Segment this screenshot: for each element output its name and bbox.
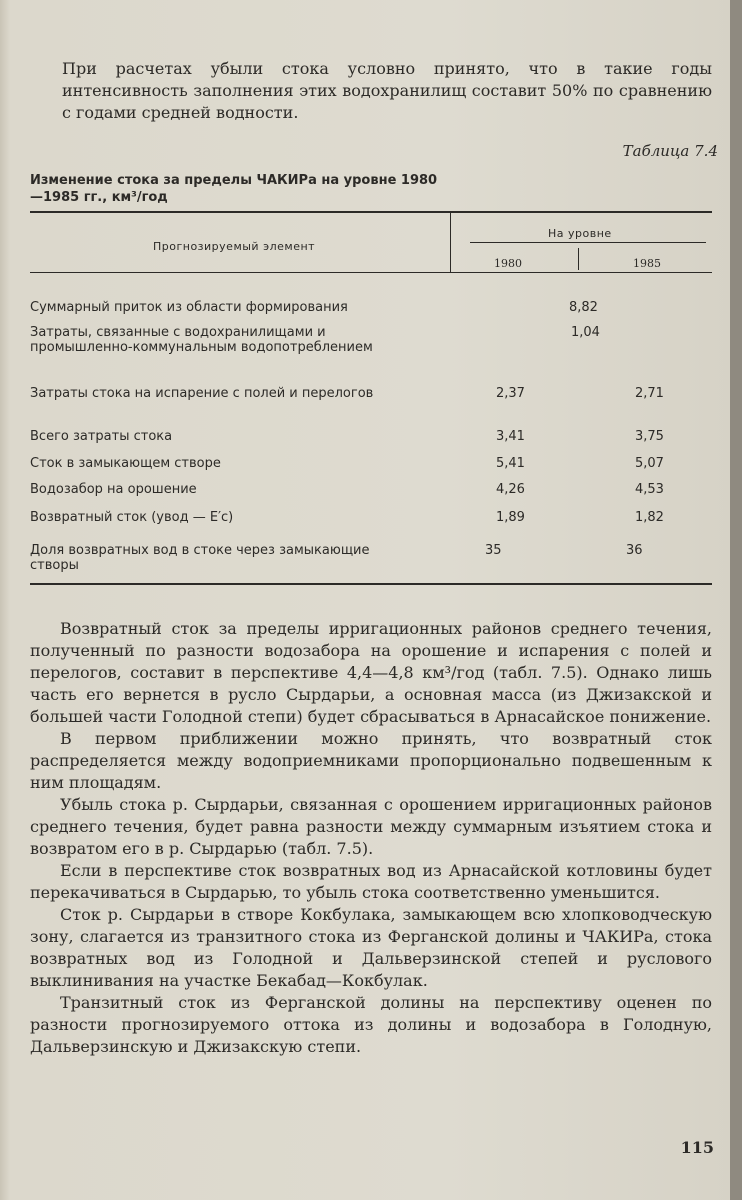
row-label: Всего затраты стока [30, 429, 173, 444]
row-value-1980: 4,26 [496, 482, 525, 497]
table-header-rule [30, 272, 712, 273]
table-top-rule [30, 211, 712, 213]
body-paragraph: В первом приближении можно принять, что возвратный сток распределяется между водоприемниками пропорционально подвешенным к ним площадям. [30, 729, 712, 792]
row-value-1980: 3,41 [496, 429, 525, 444]
body-paragraph: Транзитный сток из Ферганской долины на перспективу оценен по разности прогнозируемого оттока из долины и водозабора в Голодную, Дальверзинскую и Джизакскую степи. [30, 993, 712, 1056]
intro-paragraph: При расчетах убыли стока условно принято, что в такие годы интенсивность заполнения этих водохранилищ составит 50% по сравнению с годами средней водности. [62, 59, 712, 122]
row-value-1985: 5,07 [635, 456, 664, 471]
row-value-1980: 5,41 [496, 456, 525, 471]
year-divider [578, 248, 579, 270]
row-value-1980: 2,37 [496, 386, 525, 401]
body-paragraph: Если в перспективе сток возвратных вод из Арнасайской котловины будет перекачиваться в Сырдарью, то убыль стока соответственно уменьшится. [30, 861, 712, 902]
row-label: Доля возвратных вод в стоке через замыкающие створы [30, 543, 370, 573]
row-value-1985: 3,75 [635, 429, 664, 444]
row-label: Возвратный сток (yвод — E′c) [30, 510, 234, 525]
row-label: Водозабор на орошение [30, 482, 197, 497]
row-value-1985: 1,82 [635, 510, 664, 525]
row-value-merged: 1,04 [571, 325, 600, 340]
body-paragraph: Возвратный сток за пределы ирригационных районов среднего течения, полученный по разности водозабора на орошение и испарения с полей и перелогов, составит в перспективе 4,4—4,8 км³/год (табл. 7.5). Однако лишь часть его вернется в русло Сырдарьи, а основная масса (из Джизакской и большей части Голодной степи) будет сбрасываться в Арнасайское понижение. [30, 619, 712, 726]
row-value-merged: 8,82 [569, 300, 598, 315]
column-header-1985: 1985 [633, 257, 661, 270]
row-label: Затраты стока на испарение с полей и перелогов [30, 386, 374, 401]
body-paragraph: Убыль стока р. Сырдарьи, связанная с орошением ирригационных районов среднего течения, будет равна разности между суммарным изъятием стока и возвратом его в р. Сырдарью (табл. 7.5). [30, 795, 712, 858]
column-header-level: На уровне [548, 227, 612, 240]
table-bottom-rule [30, 583, 712, 585]
row-value-1980: 1,89 [496, 510, 525, 525]
header-divider [450, 213, 451, 272]
body-paragraph: Сток р. Сырдарьи в створе Кокбулака, замыкающем всю хлопководческую зону, слагается из транзитного стока из Ферганской долины и ЧАКИРа, стока возвратных вод из Голодной и Дальверзинской степей и руслового выклинивания на участке Бекабад—Кокбулак. [30, 905, 712, 990]
row-value-1985: 36 [626, 543, 643, 558]
row-value-1985: 2,71 [635, 386, 664, 401]
book-spine [730, 0, 742, 1200]
column-header-element: Прогнозируемый элемент [153, 240, 316, 253]
page-number: 115 [680, 1138, 714, 1157]
row-value-1985: 4,53 [635, 482, 664, 497]
level-rule [470, 242, 706, 243]
body-text [30, 618, 712, 1058]
row-value-1980: 35 [485, 543, 502, 558]
row-label: Затраты, связанные с водохранилищами и промышленно-коммунальным водопотреблением [30, 325, 373, 355]
row-label: Суммарный приток из области формирования [30, 300, 348, 315]
row-label: Сток в замыкающем створе [30, 456, 221, 471]
column-header-1980: 1980 [494, 257, 522, 270]
table-title: Изменение стока за пределы ЧАКИРа на уровне 1980—1985 гг., км³/год [30, 173, 438, 205]
table-caption: Таблица 7.4 [622, 142, 718, 160]
